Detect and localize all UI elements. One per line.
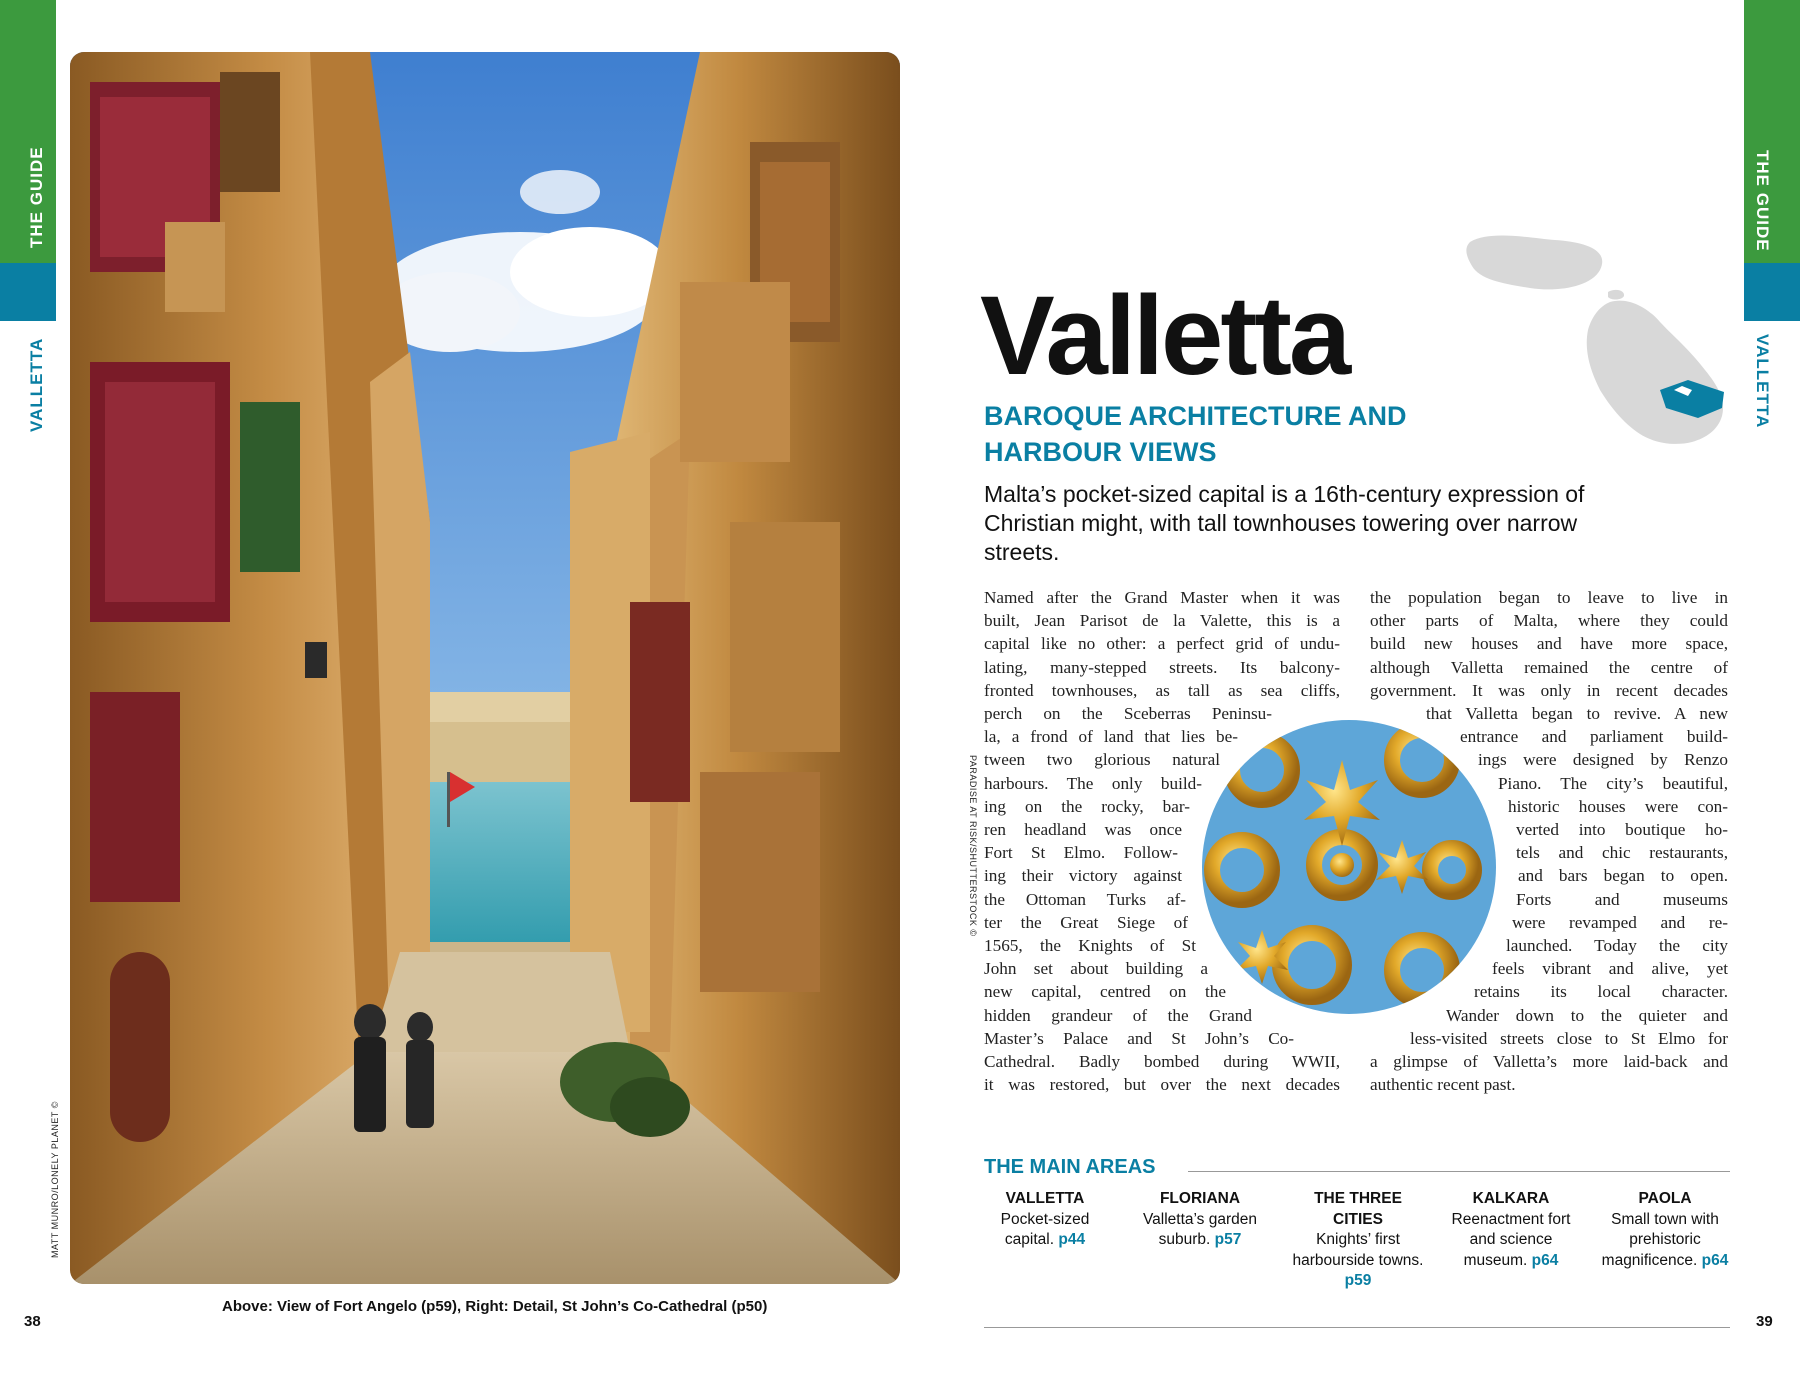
- body-line: less-visited streets close to St Elmo for: [1410, 1028, 1728, 1048]
- body-line: ren headland was once: [984, 820, 1182, 840]
- area-page-link[interactable]: p57: [1214, 1231, 1242, 1248]
- body-line: authentic recent past.: [1370, 1075, 1516, 1095]
- body-line: Fort St Elmo. Follow-: [984, 843, 1178, 863]
- area-page-link[interactable]: p64: [1531, 1251, 1559, 1269]
- cathedral-detail-photo: [1202, 720, 1496, 1014]
- body-line: build new houses and have more space,: [1370, 634, 1728, 654]
- body-line: built, Jean Parisot de la Valette, this is a: [984, 611, 1340, 631]
- body-line: and bars began to open.: [1518, 866, 1728, 886]
- body-line: Cathedral. Badly bombed during WWII,: [984, 1052, 1340, 1072]
- area-name: FLORIANA: [1159, 1190, 1241, 1207]
- section-tab-label: VALLETTA: [27, 337, 46, 432]
- guide-tab-label: THE GUIDE: [1753, 150, 1772, 252]
- gozo-island: [1466, 236, 1602, 290]
- street-photo: [70, 52, 900, 1284]
- body-line: perch on the Sceberras Peninsu-: [984, 704, 1272, 724]
- area-name: VALLETTA: [1005, 1190, 1085, 1207]
- main-areas-divider: [1188, 1171, 1730, 1172]
- body-line: ing on the rocky, bar-: [984, 796, 1190, 816]
- body-line: although Valletta remained the centre of: [1370, 657, 1728, 677]
- area-name: PAOLA: [1638, 1190, 1692, 1207]
- body-line: la, a frond of land that lies be-: [984, 727, 1238, 747]
- body-line: the population began to leave to live in: [1370, 588, 1728, 607]
- page-title: Valletta: [980, 273, 1349, 398]
- body-line: historic houses were con-: [1508, 796, 1728, 816]
- section-tab-block: [1744, 263, 1800, 321]
- photo-credit-left: MATT MUNRO/LONELY PLANET ©: [50, 1101, 60, 1258]
- body-line: Wander down to the quieter and: [1446, 1005, 1728, 1025]
- body-line: feels vibrant and alive, yet: [1492, 959, 1728, 979]
- body-line: government. It was only in recent decades: [1370, 680, 1728, 700]
- malta-island: [1587, 301, 1723, 444]
- body-line: other parts of Malta, where they could: [1370, 611, 1728, 631]
- area-floriana: [1135, 1189, 1265, 1251]
- page-number-left: 38: [24, 1313, 41, 1330]
- body-line: it was restored, but over the next decades: [984, 1075, 1340, 1095]
- body-line: Forts and museums: [1516, 889, 1728, 909]
- section-tab-block: [0, 263, 56, 321]
- area-name: KALKARA: [1472, 1190, 1550, 1207]
- area-three-cities: [1292, 1189, 1424, 1292]
- body-line: Named after the Grand Master when it was: [984, 588, 1340, 607]
- area-page-link[interactable]: p64: [1701, 1251, 1729, 1269]
- area-page-link[interactable]: p59: [1344, 1272, 1372, 1289]
- body-line: were revamped and re-: [1512, 912, 1728, 932]
- body-line: that Valletta began to revive. A new: [1426, 704, 1728, 724]
- area-desc: Small town with prehistoric magnificence.: [1601, 1210, 1719, 1269]
- area-paola: [1600, 1189, 1730, 1271]
- body-line: retains its local character.: [1474, 982, 1728, 1002]
- area-valletta: [980, 1189, 1110, 1251]
- section-tab-label: VALLETTA: [1753, 334, 1772, 429]
- area-desc: Knights’ first harbourside towns.: [1292, 1231, 1424, 1269]
- body-line: hidden grandeur of the Grand: [984, 1005, 1252, 1025]
- body-line: fronted townhouses, as tall as sea cliffs,: [984, 680, 1340, 700]
- body-line: lating, many-stepped streets. Its balcony-: [984, 657, 1340, 677]
- body-line: John set about building a: [984, 959, 1208, 979]
- area-desc: Pocket-sized capital.: [1000, 1210, 1090, 1248]
- area-desc: Reenactment fort and science museum.: [1451, 1210, 1571, 1269]
- area-kalkara: [1446, 1189, 1576, 1271]
- body-line: 1565, the Knights of St: [984, 936, 1196, 956]
- guide-tab-label: THE GUIDE: [27, 146, 46, 248]
- intro-paragraph: Malta’s pocket-sized capital is a 16th-century expression of Christian might, with tall townhouses towering over narrow streets.: [984, 481, 1585, 565]
- main-areas-heading: THE MAIN AREAS: [984, 1156, 1156, 1178]
- body-line: the Ottoman Turks af-: [984, 889, 1186, 909]
- right-side-tab: [1744, 0, 1800, 429]
- body-line: tels and chic restaurants,: [1516, 843, 1728, 863]
- area-name: THE THREE CITIES: [1314, 1190, 1402, 1228]
- area-desc: Valletta’s garden suburb.: [1142, 1210, 1258, 1248]
- body-line: ter the Great Siege of: [984, 912, 1188, 932]
- body-line: tween two glorious natural: [984, 750, 1220, 770]
- bottom-divider: [984, 1327, 1730, 1328]
- body-line: harbours. The only build-: [984, 773, 1202, 793]
- body-line: entrance and parliament build-: [1460, 727, 1728, 747]
- body-line: Master’s Palace and St John’s Co-: [984, 1028, 1294, 1048]
- body-line: Piano. The city’s beautiful,: [1498, 773, 1728, 793]
- comino-island: [1608, 290, 1624, 300]
- photo-caption: Above: View of Fort Angelo (p59), Right: Detail, St John’s Co-Cathedral (p50): [222, 1298, 768, 1315]
- body-line: a glimpse of Valletta’s more laid-back and: [1370, 1052, 1728, 1072]
- page-number-right: 39: [1756, 1313, 1773, 1330]
- page-subtitle: BAROQUE ARCHITECTURE AND HARBOUR VIEWS: [984, 401, 1407, 467]
- photo-credit-right: PARADISE AT RISK/SHUTTERSTOCK ©: [968, 755, 978, 937]
- body-line: ings were designed by Renzo: [1478, 750, 1728, 770]
- body-line: verted into boutique ho-: [1516, 820, 1728, 840]
- body-line: capital like no other: a perfect grid of undu-: [984, 634, 1340, 654]
- body-line: new capital, centred on the: [984, 982, 1226, 1002]
- body-line: launched. Today the city: [1506, 936, 1728, 956]
- area-page-link[interactable]: p44: [1058, 1231, 1086, 1248]
- body-line: ing their victory against: [984, 866, 1182, 886]
